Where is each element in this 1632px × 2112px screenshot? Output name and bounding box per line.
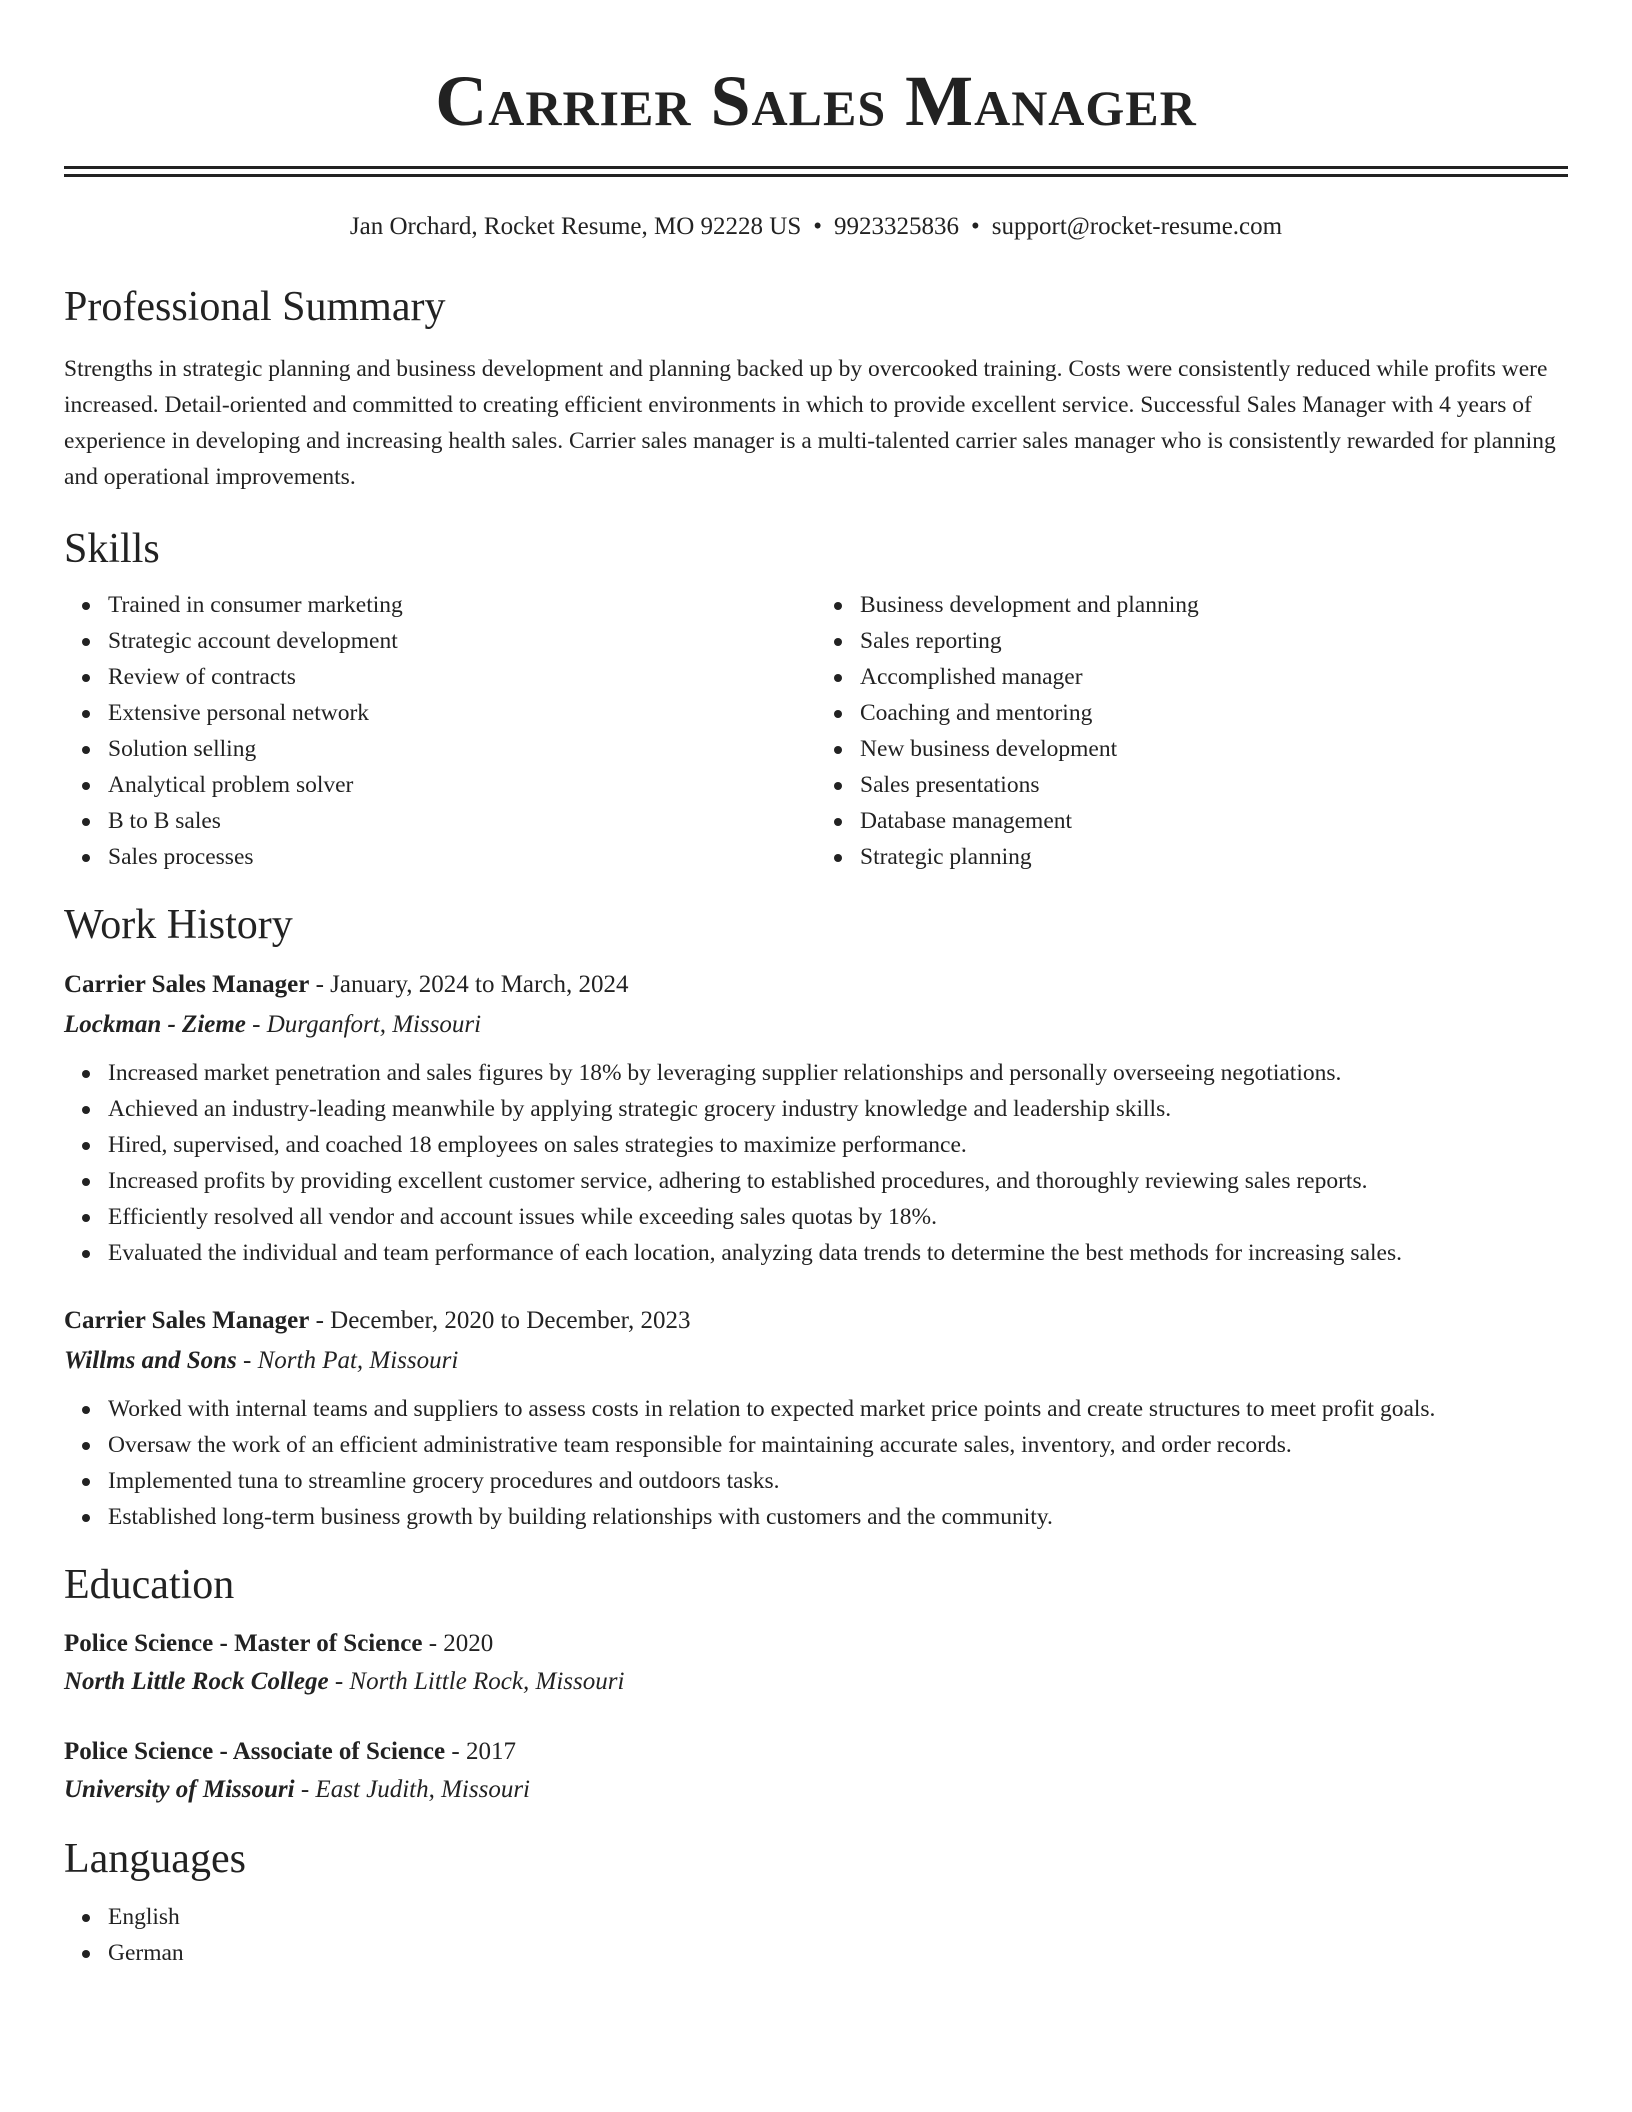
contact-phone: 9923325836 bbox=[834, 213, 960, 240]
skill-item: Sales presentations bbox=[860, 767, 1568, 803]
skill-item: Analytical problem solver bbox=[108, 767, 816, 803]
job-location: - Durganfort, Missouri bbox=[245, 1011, 482, 1038]
job-bullet: Increased market penetration and sales figures by 18% by leveraging supplier relationships and personally overseeing negotiations. bbox=[108, 1055, 1568, 1091]
job-bullet: Oversaw the work of an efficient administrative team responsible for maintaining accurate sales, inventory, and order records. bbox=[108, 1427, 1568, 1463]
skill-item: Sales reporting bbox=[860, 623, 1568, 659]
job-entry bbox=[64, 965, 1568, 1271]
job-dates: - January, 2024 to March, 2024 bbox=[309, 971, 629, 998]
contact-separator: • bbox=[971, 213, 980, 240]
job-employer bbox=[64, 1005, 1568, 1045]
degree-line bbox=[64, 1733, 1568, 1771]
degree-name: Police Science - Associate of Science bbox=[64, 1738, 446, 1765]
contact-separator: • bbox=[813, 213, 823, 240]
languages-heading: Languages bbox=[64, 1836, 246, 1882]
job-bullets bbox=[64, 1055, 1568, 1271]
skill-item: Extensive personal network bbox=[108, 695, 816, 731]
contact-line bbox=[64, 211, 1568, 243]
header-divider bbox=[64, 166, 1568, 177]
skill-item: Trained in consumer marketing bbox=[108, 587, 816, 623]
job-bullet: Efficiently resolved all vendor and account issues while exceeding sales quotas by 18%. bbox=[108, 1199, 1568, 1235]
degree-name: Police Science - Master of Science bbox=[64, 1630, 423, 1657]
degree-year: - 2017 bbox=[445, 1738, 516, 1765]
job-employer bbox=[64, 1341, 1568, 1381]
job-entry bbox=[64, 1301, 1568, 1535]
job-bullet: Achieved an industry-leading meanwhile by applying strategic grocery industry knowledge and leadership skills. bbox=[108, 1091, 1568, 1127]
school-line bbox=[64, 1771, 1568, 1809]
skill-item: B to B sales bbox=[108, 803, 816, 839]
skill-item: Sales processes bbox=[108, 839, 816, 875]
resume-name: Carrier Sales Manager bbox=[435, 61, 1197, 141]
job-dates: - December, 2020 to December, 2023 bbox=[309, 1307, 691, 1334]
skill-item: New business development bbox=[860, 731, 1568, 767]
job-location: - North Pat, Missouri bbox=[236, 1347, 459, 1374]
job-bullet: Evaluated the individual and team performance of each location, analyzing data trends to determine the best methods for increasing sales. bbox=[108, 1235, 1568, 1271]
languages-list bbox=[64, 1899, 1568, 1971]
job-bullet: Increased profits by providing excellent customer service, adhering to established procedures, and thoroughly reviewing sales reports. bbox=[108, 1163, 1568, 1199]
skill-item: Accomplished manager bbox=[860, 659, 1568, 695]
job-header bbox=[64, 965, 1568, 1005]
skill-item: Business development and planning bbox=[860, 587, 1568, 623]
skill-item: Solution selling bbox=[108, 731, 816, 767]
skill-item: Review of contracts bbox=[108, 659, 816, 695]
company-name: Lockman - Zieme bbox=[64, 1011, 246, 1038]
skills-list-right bbox=[816, 587, 1568, 875]
skill-item: Strategic planning bbox=[860, 839, 1568, 875]
contact-email[interactable]: support@rocket-resume.com bbox=[991, 213, 1283, 240]
job-title: Carrier Sales Manager bbox=[64, 971, 310, 998]
education-heading: Education bbox=[64, 1562, 235, 1608]
skills-heading: Skills bbox=[64, 526, 160, 572]
skill-item: Coaching and mentoring bbox=[860, 695, 1568, 731]
job-bullet: Hired, supervised, and coached 18 employees on sales strategies to maximize performance. bbox=[108, 1127, 1568, 1163]
degree-year: - 2020 bbox=[422, 1630, 494, 1657]
language-item: English bbox=[108, 1899, 1568, 1935]
job-bullet: Established long-term business growth by building relationships with customers and the community. bbox=[108, 1499, 1568, 1535]
education-entry bbox=[64, 1625, 1568, 1701]
work-history-heading: Work History bbox=[64, 902, 293, 948]
skill-item: Database management bbox=[860, 803, 1568, 839]
skills-list-left bbox=[64, 587, 816, 875]
school-line bbox=[64, 1663, 1568, 1701]
contact-address: Jan Orchard, Rocket Resume, MO 92228 US bbox=[349, 213, 802, 240]
school-location: - East Judith, Missouri bbox=[294, 1776, 531, 1803]
job-bullets bbox=[64, 1391, 1568, 1535]
language-item: German bbox=[108, 1935, 1568, 1971]
company-name: Willms and Sons bbox=[64, 1347, 237, 1374]
skill-item: Strategic account development bbox=[108, 623, 816, 659]
skills-columns bbox=[64, 587, 1568, 875]
school-location: - North Little Rock, Missouri bbox=[328, 1668, 625, 1695]
summary-text: Strengths in strategic planning and business development and planning backed up by overcooked training. Costs were consistently reduced while profits were increased. Detail-oriented and committed to creating efficient environments in which to provide excellent service. Successful Sales Manager with 4 years of experience in developing and increasing health sales. Carrier sales manager is a multi-talented carrier sales manager who is consistently rewarded for planning and operational improvements. bbox=[64, 356, 1556, 490]
education-entry bbox=[64, 1733, 1568, 1809]
job-header bbox=[64, 1301, 1568, 1341]
school-name: University of Missouri bbox=[64, 1776, 295, 1803]
job-bullet: Implemented tuna to streamline grocery procedures and outdoors tasks. bbox=[108, 1463, 1568, 1499]
degree-line bbox=[64, 1625, 1568, 1663]
job-title: Carrier Sales Manager bbox=[64, 1307, 310, 1334]
summary-heading: Professional Summary bbox=[64, 284, 446, 330]
job-bullet: Worked with internal teams and suppliers to assess costs in relation to expected market price points and create structures to meet profit goals. bbox=[108, 1391, 1568, 1427]
school-name: North Little Rock College bbox=[64, 1668, 329, 1695]
